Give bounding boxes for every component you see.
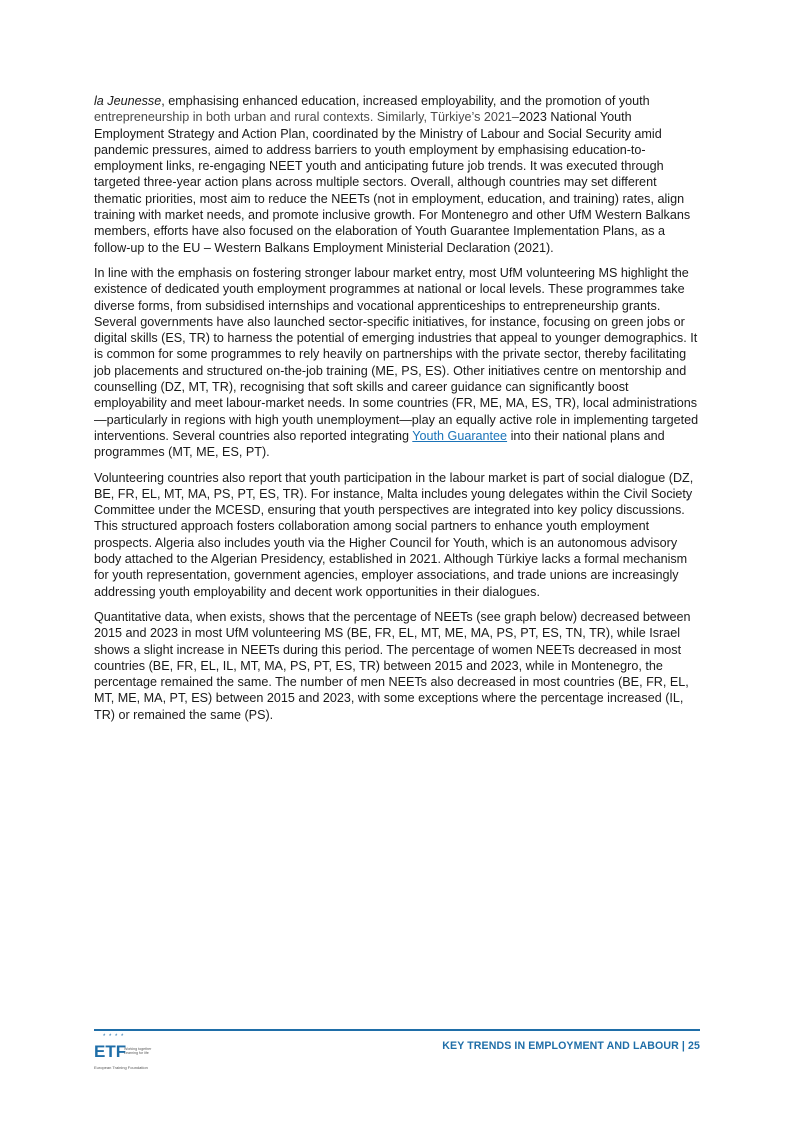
paragraph-1-text-a: , emphasising enhanced education, increased employability, and the promotion of youth bbox=[161, 94, 650, 108]
paragraph-1 bbox=[94, 93, 700, 256]
paragraph-2 bbox=[94, 265, 700, 461]
paragraph-1-muted: entrepreneurship in both urban and rural contexts. Similarly, Türkiye’s 2021– bbox=[94, 110, 519, 125]
paragraph-1-text-b: 2023 National Youth Employment Strategy and Action Plan, coordinated by the Ministry of Labour and Social Security amid pandemic pressures, aimed to address barriers to youth employment by emphasising education-to-employment links, re-engaging NEET youth and anticipating future job trends. It was executed through targeted three-year action plans across multiple sectors. Overall, although countries may set different thematic priorities, most aim to reduce the NEETs (not in employment, education, and training) rates, align training with market needs, and promote inclusive growth. For Montenegro and other UfM Western Balkans members, efforts have also focused on the elaboration of Youth Guarantee Implementation Plans, as a follow-up to the EU – Western Balkans Employment Ministerial Declaration (2021). bbox=[94, 110, 691, 255]
paragraph-3: Volunteering countries also report that youth participation in the labour market is part of social dialogue (DZ, BE, FR, EL, MT, MA, PS, PT, ES, TR). For instance, Malta includes young delegates within the Civil Society Committee under the MCESD, ensuring that youth perspectives are integrated into key policy discussions. This structured approach fosters collaboration among social partners to enhance youth employment prospects. Algeria also includes youth via the Higher Council for Youth, which is an autonomous advisory body attached to the Algerian Presidency, established in 2021. Although Türkiye lacks a formal mechanism for youth representation, government agencies, employer associations, and trade unions are increasingly addressing youth employability and decent work opportunities in their dialogues. bbox=[94, 470, 694, 599]
footer-section-title: KEY TRENDS IN EMPLOYMENT AND LABOUR | 25 bbox=[442, 1040, 700, 1052]
footer-divider bbox=[94, 1029, 700, 1031]
etf-logo bbox=[94, 1034, 164, 1074]
logo-mark: ETF bbox=[94, 1042, 127, 1061]
paragraph-4: Quantitative data, when exists, shows that the percentage of NEETs (see graph below) decreased between 2015 and 2023 in most UfM volunteering MS (BE, FR, EL, MT, ME, MA, PS, PT, ES, TN, TR), while Israel shows a slight increase in NEETs during this period. The percentage of women NEETs decreased in most countries (BE, FR, EL, IL, MT, MA, PS, PT, ES, TR) between 2015 and 2023, while in Montenegro, the percentage remained the same. The number of men NEETs also decreased in most countries (BE, FR, EL, MT, ME, MA, PT, ES) between 2015 and 2023, with some exceptions where the percentage increased (IL, TR) or remained the same (PS). bbox=[94, 609, 691, 722]
logo-organisation-name: European Training Foundation bbox=[94, 1065, 148, 1070]
paragraph-2-text-b: into their national plans and programmes (MT, ME, ES, PT). bbox=[94, 428, 665, 460]
italic-term: la Jeunesse bbox=[94, 94, 162, 108]
youth-guarantee-link[interactable]: Youth Guarantee bbox=[412, 428, 508, 443]
logo-tagline: Working together Learning for life bbox=[124, 1047, 152, 1056]
body-text bbox=[94, 93, 700, 732]
logo-stars-icon: * * * * bbox=[103, 1034, 125, 1040]
paragraph-2-text-a: In line with the emphasis on fostering stronger labour market entry, most UfM volunteering MS highlight the existence of dedicated youth employment programmes at national or local levels. These programmes take diverse forms, from subsidised internships and vocational apprenticeships to entrepreneurship grants. Several governments have also launched sector-specific initiatives, for instance, focusing on green jobs or digital skills (ES, TR) to harness the potential of emerging industries that appeal to younger demographics. It is common for some programmes to rely heavily on partnerships with the private sector, thereby facilitating job placements and structured on-the-job training (ME, PS, ES). Other initiatives centre on mentorship and counselling (DZ, MT, TR), recognising that soft skills and career guidance can significantly boost employability and meet labour-market needs. In some countries (FR, ME, MA, ES, TR), local administrations—particularly in regions with high youth unemployment—play an equally active role in implementing targeted interventions. Several countries also reported integrating bbox=[94, 265, 699, 443]
